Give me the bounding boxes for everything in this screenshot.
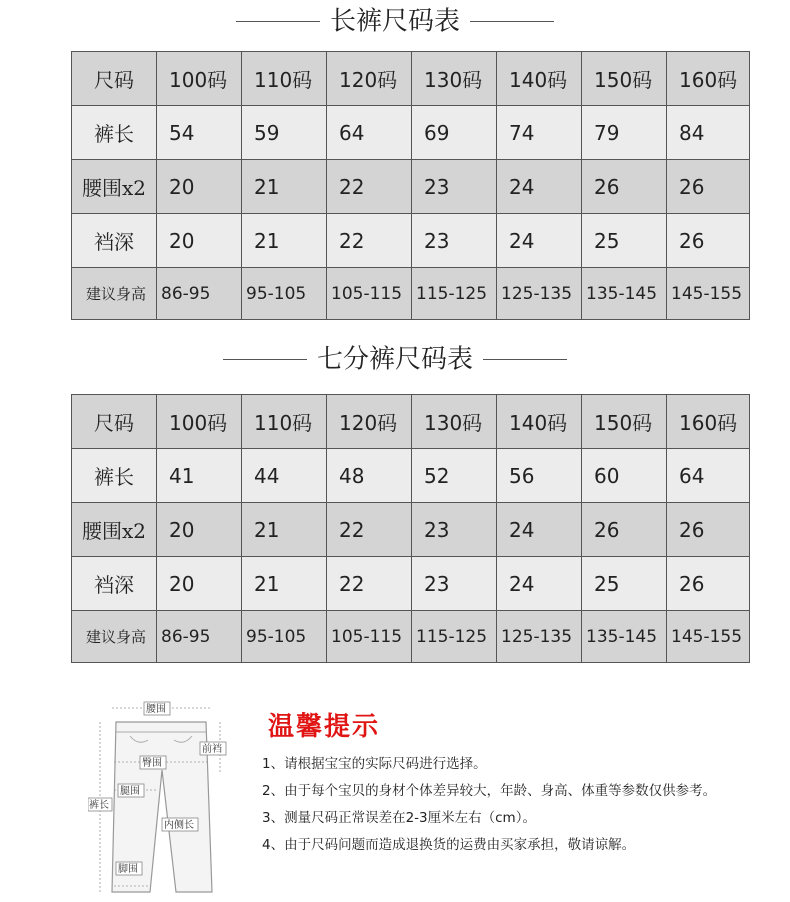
table-cell: 21 [242,160,327,214]
waist-label: 腰围 [146,704,166,715]
table-cell: 26 [582,160,667,214]
header-cell: 150码 [582,52,667,106]
table-cell: 54 [157,106,242,160]
title-right-rule [470,21,554,22]
tip-item: 3、测量尺码正常误差在2-3厘米左右（cm）。 [262,810,536,826]
header-cell: 150码 [582,395,667,449]
table-cell: 20 [157,503,242,557]
table-header-row [72,52,750,106]
table-cell: 74 [497,106,582,160]
title-left-rule [223,359,307,360]
table-cell: 115-125 [412,268,497,320]
long-pants-table-title [0,4,790,39]
row-label: 腰围x2 [72,503,157,557]
table-cell: 145-155 [667,268,750,320]
capri-pants-size-table [71,394,750,663]
table-cell: 48 [327,449,412,503]
table-cell: 26 [667,160,750,214]
table-cell: 64 [667,449,750,503]
table-cell: 135-145 [582,268,667,320]
table-row [72,557,750,611]
tip-item: 4、由于尺码问题而造成退换货的运费由买家承担，敬请谅解。 [262,837,636,853]
table-cell: 20 [157,557,242,611]
table-cell: 105-115 [327,268,412,320]
header-cell: 110码 [242,52,327,106]
table-row [72,449,750,503]
title-right-rule [483,359,567,360]
capri-pants-table-title [0,342,790,377]
table-cell: 41 [157,449,242,503]
table-cell: 21 [242,557,327,611]
table-cell: 23 [412,503,497,557]
header-cell: 130码 [412,395,497,449]
table-row [72,503,750,557]
row-label: 裤长 [72,106,157,160]
header-cell: 尺码 [72,395,157,449]
table-cell: 25 [582,557,667,611]
table-cell: 86-95 [157,611,242,663]
row-label: 裆深 [72,214,157,268]
table-cell: 21 [242,503,327,557]
table-cell: 26 [582,503,667,557]
table-cell: 125-135 [497,611,582,663]
table-cell: 44 [242,449,327,503]
table-cell: 22 [327,503,412,557]
row-label: 腰围x2 [72,160,157,214]
row-label: 裤长 [72,449,157,503]
table-cell: 26 [667,214,750,268]
table-cell: 23 [412,557,497,611]
length-label: 裤长 [89,800,109,811]
table-cell: 20 [157,160,242,214]
header-cell: 120码 [327,52,412,106]
inseam-label: 内侧长 [164,820,194,831]
header-cell: 140码 [497,52,582,106]
table-cell: 21 [242,214,327,268]
header-cell: 160码 [667,52,750,106]
header-cell: 100码 [157,52,242,106]
tips-title: 温馨提示 [268,712,381,742]
pants-measurement-diagram [88,700,238,900]
table-row [72,106,750,160]
table-cell: 64 [327,106,412,160]
table-cell: 23 [412,160,497,214]
header-cell: 尺码 [72,52,157,106]
capri-pants-title-text: 七分裤尺码表 [316,344,473,375]
header-cell: 110码 [242,395,327,449]
thigh-label: 腿围 [120,786,140,797]
table-cell: 60 [582,449,667,503]
header-cell: 140码 [497,395,582,449]
table-cell: 24 [497,214,582,268]
tip-item: 1、请根据宝宝的实际尺码进行选择。 [262,756,487,772]
table-cell: 56 [497,449,582,503]
table-cell: 95-105 [242,611,327,663]
table-cell: 20 [157,214,242,268]
table-cell: 24 [497,503,582,557]
long-pants-size-table [71,51,750,320]
long-pants-title-text: 长裤尺码表 [329,6,460,37]
title-left-rule [236,21,320,22]
row-label: 裆深 [72,557,157,611]
table-cell: 22 [327,557,412,611]
table-cell: 26 [667,503,750,557]
table-row [72,611,750,663]
table-cell: 24 [497,557,582,611]
table-cell: 69 [412,106,497,160]
table-cell: 145-155 [667,611,750,663]
header-cell: 160码 [667,395,750,449]
table-cell: 86-95 [157,268,242,320]
table-cell: 23 [412,214,497,268]
table-cell: 22 [327,214,412,268]
hem-label: 脚围 [118,864,138,875]
header-cell: 100码 [157,395,242,449]
table-cell: 125-135 [497,268,582,320]
table-cell: 26 [667,557,750,611]
table-cell: 135-145 [582,611,667,663]
table-header-row [72,395,750,449]
table-row [72,268,750,320]
table-cell: 95-105 [242,268,327,320]
header-cell: 130码 [412,52,497,106]
header-cell: 120码 [327,395,412,449]
table-cell: 59 [242,106,327,160]
table-cell: 52 [412,449,497,503]
row-label: 建议身高 [72,268,157,320]
row-label: 建议身高 [72,611,157,663]
table-cell: 79 [582,106,667,160]
table-row [72,214,750,268]
table-cell: 105-115 [327,611,412,663]
table-cell: 115-125 [412,611,497,663]
table-row [72,160,750,214]
front-rise-label: 前裆 [202,744,222,755]
hip-label: 臀围 [142,758,162,769]
table-cell: 24 [497,160,582,214]
table-cell: 84 [667,106,750,160]
table-cell: 25 [582,214,667,268]
table-cell: 22 [327,160,412,214]
tip-item: 2、由于每个宝贝的身材个体差异较大，年龄、身高、体重等参数仅供参考。 [262,783,717,799]
